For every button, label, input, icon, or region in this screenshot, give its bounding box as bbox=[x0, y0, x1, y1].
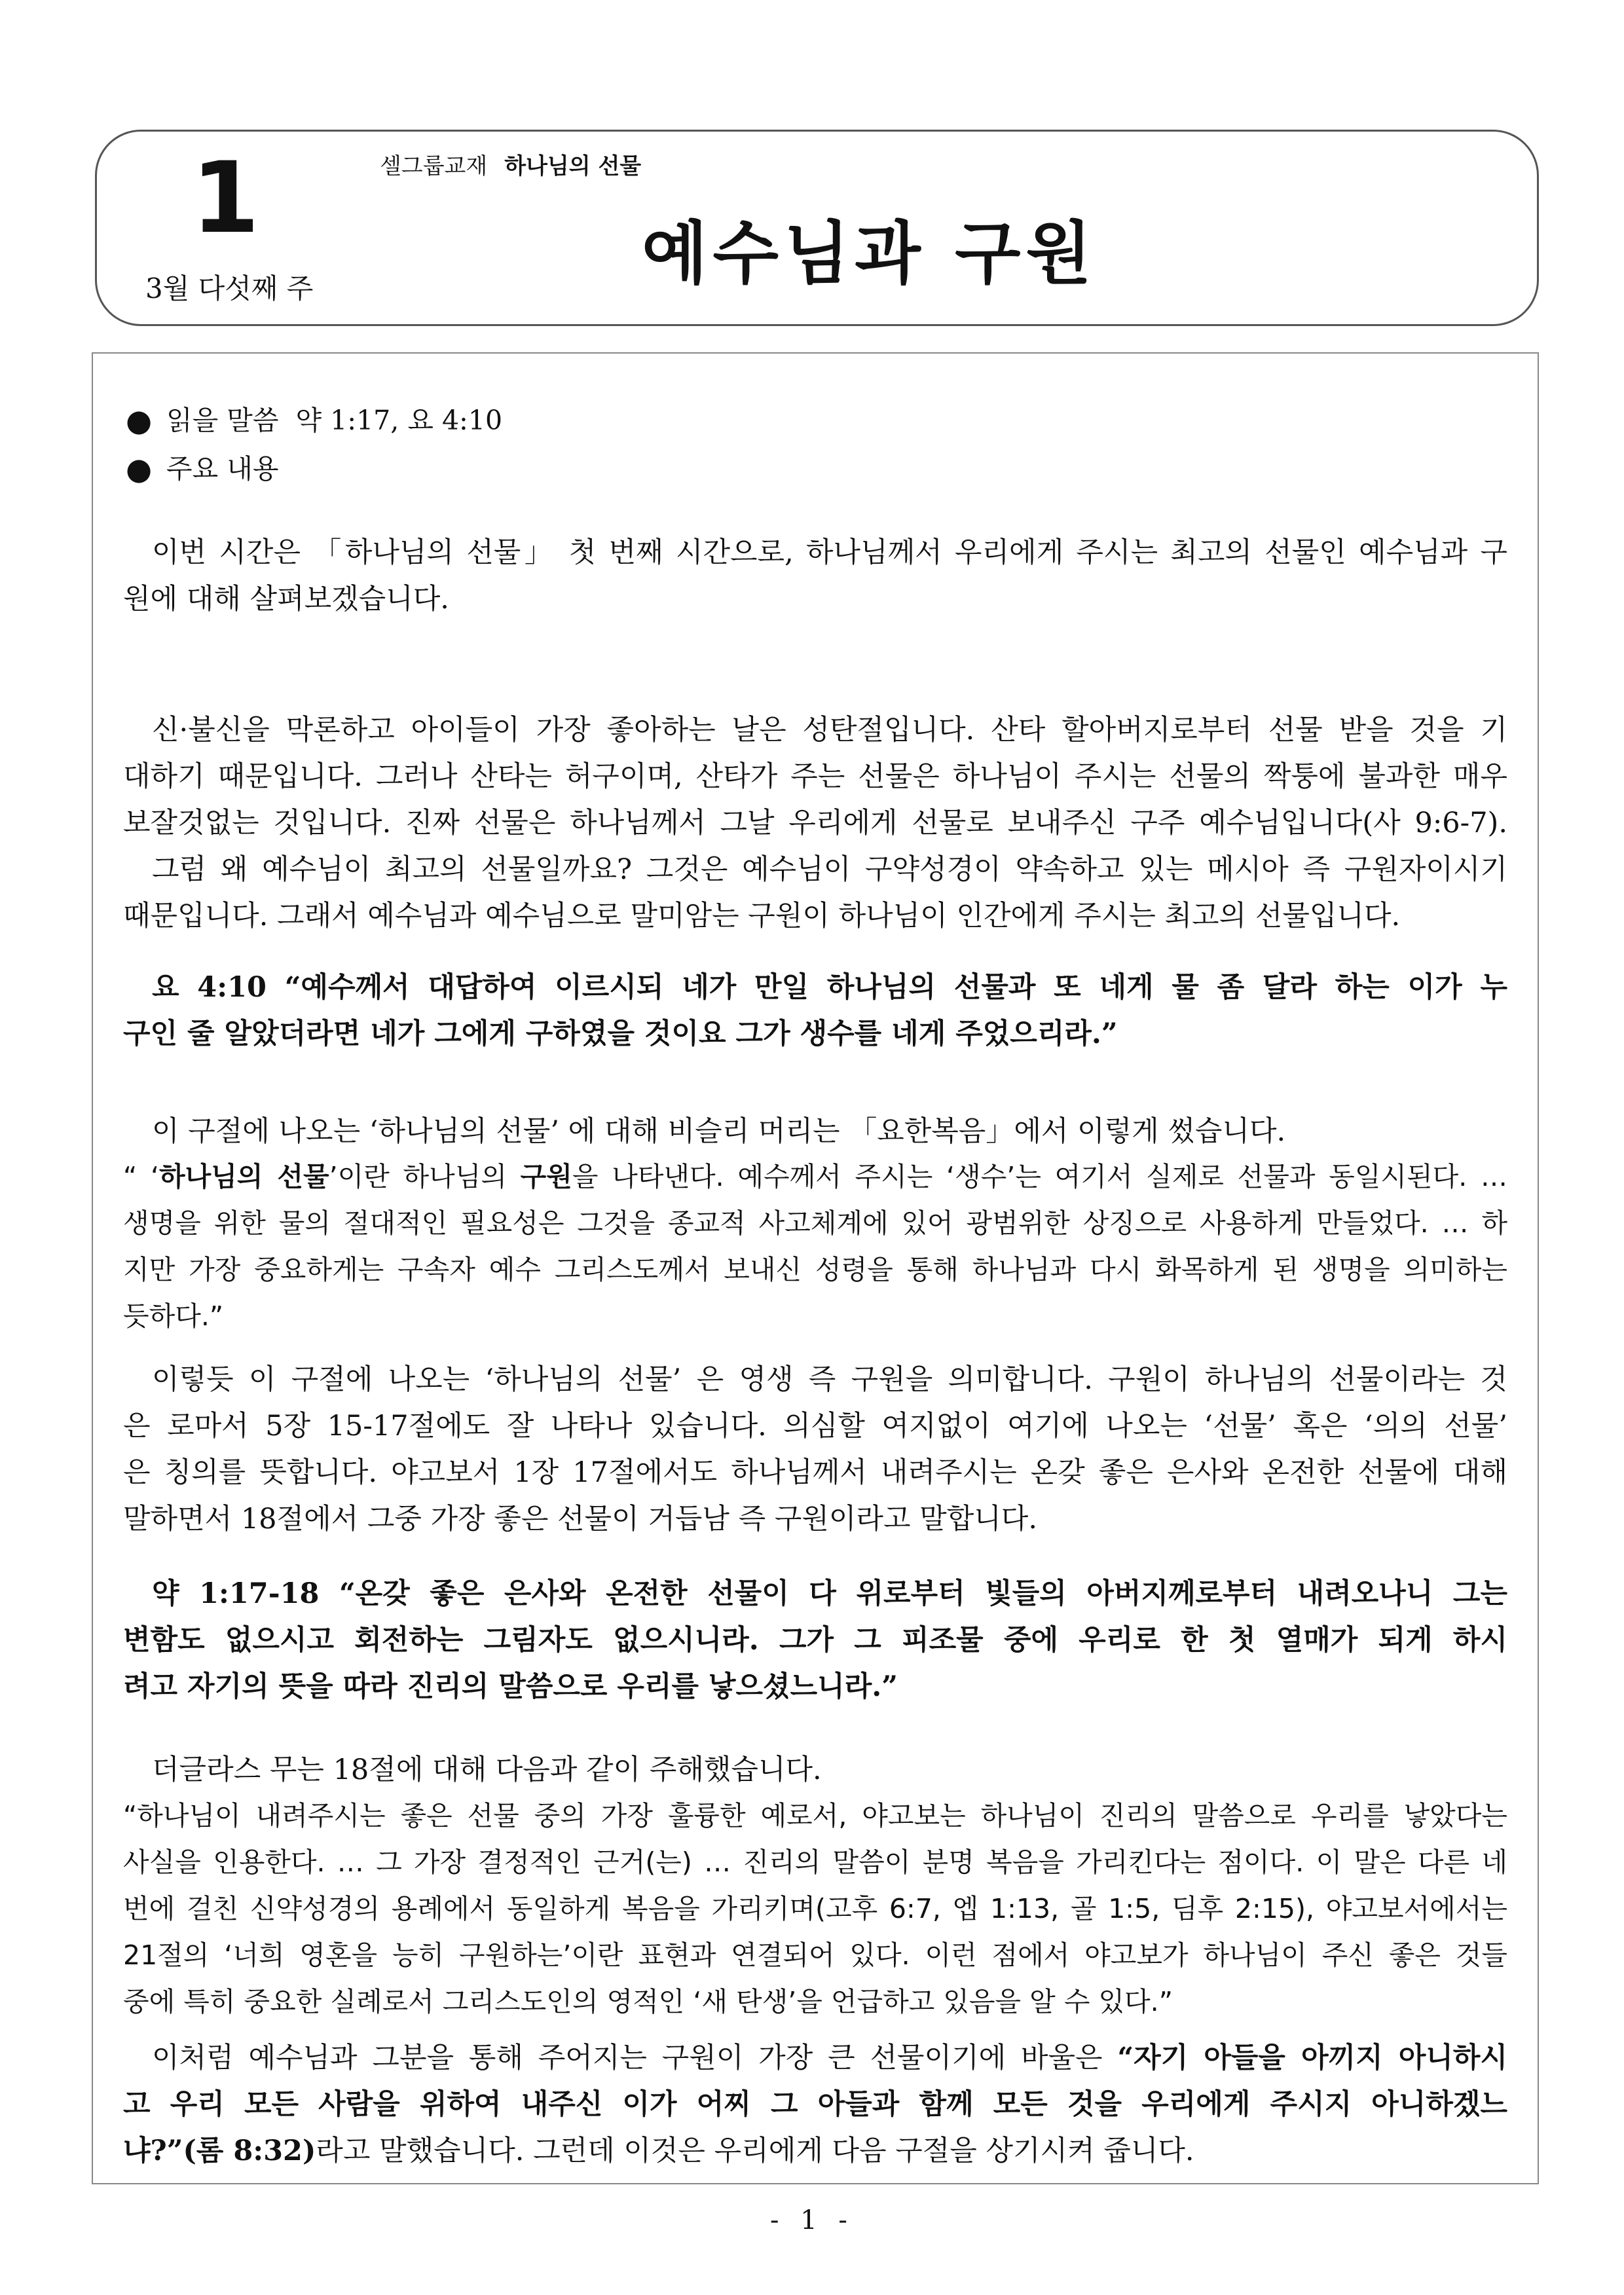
text-line: 냐?”(롬 8:32)라고 말했습니다. 그런데 이것은 우리에게 다음 구절을 상기시켜 줍니다. bbox=[123, 2135, 1194, 2167]
text-line: 대하기 때문입니다. 그러나 산타는 허구이며, 산타가 주는 선물은 하나님이 주시는 선물의 짝퉁에 불과한 매우 bbox=[123, 760, 1507, 793]
scripture-quote-james bbox=[123, 1571, 1507, 1710]
summary-bullet: 주요 내용 bbox=[166, 453, 279, 485]
paragraph-salvation bbox=[123, 1357, 1507, 1543]
text-line: 생명을 위한 물의 절대적인 필요성은 그것을 종교적 사고체계에 있어 광범위한 상징으로 사용하게 만들었다. … 하 bbox=[123, 1207, 1507, 1239]
series-label bbox=[380, 148, 641, 180]
text-line: 요 4:10 “예수께서 대답하여 이르시되 네가 만일 하나님의 선물과 또 네게 물 좀 달라 하는 이가 누 bbox=[152, 971, 1507, 1004]
paragraph-beasley bbox=[123, 1109, 1507, 1155]
text-line: 이번 시간은 「하나님의 선물」 첫 번째 시간으로, 하나님께서 우리에게 주시는 최고의 선물인 예수님과 구 bbox=[152, 536, 1507, 569]
text-line: 은 칭의를 뜻합니다. 야고보서 1장 17절에서도 하나님께서 내려주시는 온갖 좋은 은사와 온전한 선물에 대해 bbox=[123, 1456, 1507, 1489]
text-line: 더글라스 무는 18절에 대해 다음과 같이 주해했습니다. bbox=[152, 1753, 822, 1786]
series-category: 셀그룹교재 bbox=[380, 153, 488, 179]
text-line: 듯하다.” bbox=[123, 1300, 224, 1332]
lesson-number: 1 bbox=[191, 141, 257, 255]
text-line: 변함도 없으시고 회전하는 그림자도 없으시니라. 그가 그 피조물 중에 우리로 한 첫 열매가 되게 하시 bbox=[123, 1624, 1507, 1657]
text-line: 사실을 인용한다. … 그 가장 결정적인 근거(는) … 진리의 말씀이 분명 복음을 가리킨다는 점이다. 이 말은 다른 네 bbox=[123, 1846, 1507, 1878]
reading-label: 읽을 말씀 bbox=[166, 405, 279, 436]
bullet-dot: ● bbox=[126, 403, 153, 438]
text-line: 보잘것없는 것입니다. 진짜 선물은 하나님께서 그날 우리에게 선물로 보내주신 구주 예수님입니다(사 9:6-7). bbox=[123, 807, 1507, 839]
reading-value: 약 1:17, 요 4:10 bbox=[295, 405, 503, 436]
text-line: 이처럼 예수님과 그분을 통해 주어지는 구원이 가장 큰 선물이기에 바울은 “자기 아들을 아끼지 아니하시 bbox=[152, 2042, 1507, 2074]
text-line: 고 우리 모든 사람을 위하여 내주신 이가 어찌 그 아들과 함께 모든 것을 우리에게 주시지 아니하겠느 bbox=[123, 2088, 1507, 2121]
text-line: 이렇듯 이 구절에 나오는 ‘하나님의 선물’ 은 영생 즉 구원을 의미합니다. 구원이 하나님의 선물이라는 것 bbox=[152, 1363, 1507, 1396]
text-line: 중에 특히 중요한 실례로서 그리스도인의 영적인 ‘새 탄생’을 언급하고 있음을 알 수 있다.” bbox=[123, 1986, 1173, 2017]
bullet-dot: ● bbox=[126, 451, 153, 487]
week-label: 3월 다섯째 주 bbox=[145, 272, 314, 304]
paragraph-intro bbox=[123, 530, 1507, 623]
text-line: 약 1:17-18 “온갖 좋은 은사와 온전한 선물이 다 위로부터 빛들의 아버지께로부터 내려오나니 그는 bbox=[152, 1577, 1507, 1610]
reading-bullet bbox=[166, 396, 1551, 445]
text-line: 은 로마서 5장 15-17절에도 잘 나타나 있습니다. 의심할 여지없이 여기에 나오는 ‘선물’ 혹은 ‘의의 선물’ bbox=[123, 1410, 1507, 1442]
text-line: 려고 자기의 뜻을 따라 진리의 말씀으로 우리를 낳으셨느니라.” bbox=[123, 1670, 898, 1703]
text-line: “하나님이 내려주시는 좋은 선물 중의 가장 훌륭한 예로서, 야고보는 하나님이 진리의 말씀으로 우리를 낳았다는 bbox=[123, 1800, 1507, 1831]
paragraph-romans bbox=[123, 2035, 1507, 2175]
text-line: “ ‘하나님의 선물’이란 하나님의 구원을 나타낸다. 예수께서 주시는 ‘생수’는 여기서 실제로 선물과 동일시된다. … bbox=[123, 1161, 1507, 1192]
page-number: - 1 - bbox=[770, 2205, 854, 2235]
paragraph-christmas bbox=[123, 707, 1507, 940]
scripture-quote-john bbox=[123, 964, 1507, 1057]
commentary-beasley bbox=[123, 1154, 1507, 1340]
text-line: 번에 걸친 신약성경의 용례에서 동일하게 복음을 가리키며(고후 6:7, 엡 1:13, 골 1:5, 딤후 2:15), 야고보서에서는 bbox=[123, 1893, 1507, 1924]
text-line: 그럼 왜 예수님이 최고의 선물일까요? 그것은 예수님이 구약성경이 약속하고 있는 메시아 즉 구원자이시기 bbox=[152, 853, 1507, 886]
text-line: 구인 줄 알았더라면 네가 그에게 구하였을 것이요 그가 생수를 네게 주었으리라.” bbox=[123, 1018, 1118, 1050]
text-line: 원에 대해 살펴보겠습니다. bbox=[123, 583, 449, 615]
text-line: 말하면서 18절에서 그중 가장 좋은 선물이 거듭남 즉 구원이라고 말합니다. bbox=[123, 1503, 1038, 1535]
text-line: 지만 가장 중요하게는 구속자 예수 그리스도께서 보내신 성령을 통해 하나님과 다시 화목하게 된 생명을 의미하는 bbox=[123, 1254, 1507, 1285]
text-line: 신·불신을 막론하고 아이들이 가장 좋아하는 날은 성탄절입니다. 산타 할아버지로부터 선물 받을 것을 기 bbox=[152, 714, 1507, 746]
paragraph-moo bbox=[123, 1747, 1507, 1793]
text-line: 이 구절에 나오는 ‘하나님의 선물’ 에 대해 비슬리 머리는 「요한복음」에서 이렇게 썼습니다. bbox=[152, 1115, 1286, 1148]
page-title: 예수님과 구원 bbox=[642, 213, 1097, 293]
text-line: 때문입니다. 그래서 예수님과 예수님으로 말미암는 구원이 하나님이 인간에게 주시는 최고의 선물입니다. bbox=[123, 900, 1401, 932]
series-name: 하나님의 선물 bbox=[504, 153, 642, 179]
text-line: 21절의 ‘너희 영혼을 능히 구원하는’이란 표현과 연결되어 있다. 이런 점에서 야고보가 하나님이 주신 좋은 것들 bbox=[123, 1939, 1507, 1971]
commentary-moo bbox=[123, 1793, 1507, 2025]
